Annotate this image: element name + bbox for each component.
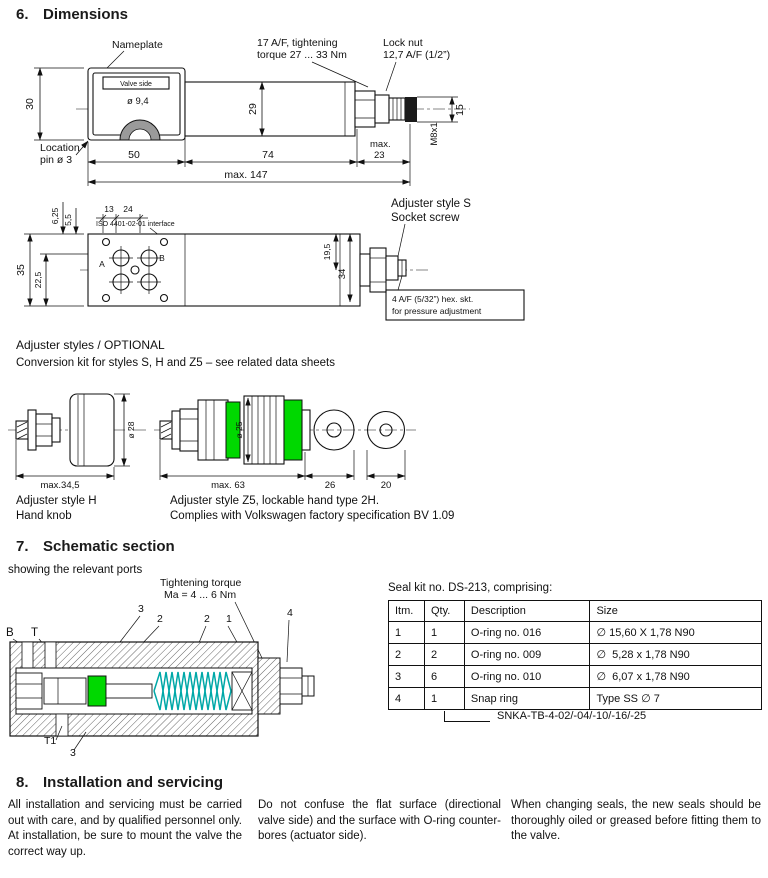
col-header-itm: Itm. <box>389 601 425 622</box>
schematic-section-drawing <box>0 574 392 770</box>
adjuster-h-caption-line1: Adjuster style H <box>16 495 97 507</box>
dim-23-label: 23 <box>374 150 385 161</box>
dim-5-5-label: 5,5 <box>63 214 73 226</box>
dim-max63-label: max. 63 <box>211 480 245 491</box>
installation-paragraph-2: Do not confuse the flat surface (directional valve side) and the surface with O-ring counter-bores (actuator side). <box>258 799 501 842</box>
col-header-size: Size <box>590 601 762 622</box>
seal-kit-footer <box>444 710 762 722</box>
lock-nut-label-1: Lock nut <box>383 37 423 49</box>
location-pin-label-1: Location <box>40 142 80 154</box>
dim-35-label: 35 <box>15 264 27 276</box>
cell-size: Type SS ∅ 7 <box>590 688 762 710</box>
spool-stem <box>106 684 152 698</box>
cell-size: ∅ 15,60 X 1,78 N90 <box>590 622 762 644</box>
table-header-row <box>389 601 762 622</box>
cell-qty: 2 <box>424 644 464 666</box>
dim-50-label: 50 <box>128 149 140 161</box>
installation-paragraph-3: When changing seals, the new seals should be thoroughly oiled or greased before fitting them to the valve. <box>511 799 761 842</box>
seal-kit-table <box>388 600 762 710</box>
section-7-number: 7. <box>16 538 29 555</box>
table-row <box>389 622 762 644</box>
table-row <box>389 644 762 666</box>
seal-element <box>88 676 106 706</box>
port-view-drawing <box>0 196 540 332</box>
hex-socket-note <box>386 276 524 320</box>
dim-28-label: ø 28 <box>126 421 136 439</box>
table-row <box>389 666 762 688</box>
seal-kit-panel <box>388 582 762 722</box>
valve-body-bottom <box>88 234 360 306</box>
schematic-port-b: B <box>6 627 14 639</box>
torque-label-2: Ma = 4 ... 6 Nm <box>164 589 237 601</box>
section-6-title: Dimensions <box>43 6 129 23</box>
valve-side-label: Valve side <box>120 81 152 88</box>
cell-itm: 4 <box>389 688 425 710</box>
green-band-right <box>284 400 302 460</box>
port-t1-channel <box>56 714 68 736</box>
cell-size: ∅ 6,07 x 1,78 N90 <box>590 666 762 688</box>
callout-2b: 2 <box>204 613 210 625</box>
section-7-title: Schematic section <box>43 538 175 555</box>
bracket-line <box>444 711 490 722</box>
dim-6-25-label: 6,25 <box>50 207 60 225</box>
dim-29-label: 29 <box>247 103 259 115</box>
callout-3a: 3 <box>138 603 144 615</box>
cell-description: O-ring no. 016 <box>464 622 590 644</box>
port-b-label: B <box>159 253 165 263</box>
section-6-heading <box>16 6 128 23</box>
adjuster-z5-caption-line2: Complies with Volkswagen factory specification BV 1.09 <box>170 510 455 522</box>
seal-kit-part-number: SNKA-TB-4-02/-04/-10/-16/-25 <box>497 710 647 722</box>
thread-end <box>405 97 417 122</box>
valve-cross-section <box>10 642 314 736</box>
adjuster-z5-caption-line1: Adjuster style Z5, lockable hand type 2H. <box>170 495 380 507</box>
dim-max34-5-label: max.34,5 <box>40 480 80 491</box>
schematic-port-t: T <box>31 627 39 639</box>
adjuster-s-label-1: Adjuster style S <box>391 198 471 210</box>
dim-13-label: 13 <box>104 204 114 214</box>
section-8-heading <box>16 774 223 791</box>
adjuster-styles-drawing <box>0 384 432 490</box>
lock-nut-label-2: 12,7 A/F (1/2”) <box>383 49 451 61</box>
adjuster-h-caption-line2: Hand knob <box>16 510 72 522</box>
cell-itm: 1 <box>389 622 425 644</box>
adjust-screw-head <box>280 668 302 704</box>
dim-25-label: ø 25 <box>234 421 244 439</box>
callout-1: 1 <box>226 613 232 625</box>
torque-label-1: Tightening torque <box>160 577 242 589</box>
seal-kit-title: Seal kit no. DS-213, comprising: <box>388 582 553 594</box>
dim-30-label: 30 <box>24 98 36 110</box>
spool <box>44 678 86 704</box>
location-pin-label-2: pin ø 3 <box>40 154 73 166</box>
lock-nut-assembly <box>355 91 417 127</box>
cell-description: Snap ring <box>464 688 590 710</box>
callout-2a: 2 <box>157 613 163 625</box>
hex-note-line2: for pressure adjustment <box>392 306 482 316</box>
cell-description: O-ring no. 010 <box>464 666 590 688</box>
dim-15-label: 15 <box>454 104 466 116</box>
dim-19-5-label: 19,5 <box>322 243 332 261</box>
dim-74-label: 74 <box>262 149 274 161</box>
hex-note-line1: 4 A/F (5/32”) hex. skt. <box>392 294 474 304</box>
callout-3b: 3 <box>70 747 76 759</box>
cell-qty: 1 <box>424 688 464 710</box>
section-8-title: Installation and servicing <box>43 774 224 791</box>
cell-qty: 6 <box>424 666 464 688</box>
cell-itm: 2 <box>389 644 425 666</box>
adjuster-z5-caption <box>170 494 454 524</box>
dim-22-5-label: 22,5 <box>33 271 43 289</box>
schematic-port-t1: T1 <box>44 735 57 747</box>
dim-26-label: 26 <box>324 480 336 491</box>
adjuster-styles-subheading: Conversion kit for styles S, H and Z5 – see related data sheets <box>16 357 335 369</box>
cell-qty: 1 <box>424 622 464 644</box>
adjuster-h-caption <box>16 494 97 524</box>
schematic-subtitle: showing the relevant ports <box>8 564 143 576</box>
table-row <box>389 688 762 710</box>
cell-description: O-ring no. 009 <box>464 644 590 666</box>
adjuster-s-label-2: Socket screw <box>391 212 460 224</box>
cell-size: ∅ 5,28 x 1,78 N90 <box>590 644 762 666</box>
installation-paragraph-1: All installation and servicing must be carried out with care, and by qualified personnel only. At installation, be sure to mount the valve the correct way up. <box>8 799 242 858</box>
adjuster-z5 <box>160 396 405 464</box>
nameplate-label: Nameplate <box>112 39 163 51</box>
section-6-number: 6. <box>16 6 29 23</box>
thread-spec-label: M8x1 <box>429 122 440 146</box>
dim-20-label: 20 <box>380 480 392 491</box>
nameplate <box>88 68 185 140</box>
section-8-number: 8. <box>16 774 29 791</box>
valve-body <box>185 82 355 136</box>
adjuster-styles-heading: Adjuster styles / OPTIONAL <box>16 338 165 352</box>
lock-nut-section <box>258 658 280 714</box>
iso-interface-label: ISO 4401-02-01 interface <box>96 221 175 228</box>
tightening-label-2: torque 27 ... 33 Nm <box>257 49 347 61</box>
dim-24-label: 24 <box>123 204 133 214</box>
dim-max147-label: max. 147 <box>224 169 268 181</box>
port-a-label: A <box>99 259 105 269</box>
dim-34-label: 34 <box>337 268 348 280</box>
dim-9-4-label: ø 9,4 <box>127 96 149 107</box>
top-dimensions <box>50 202 175 236</box>
col-header-qty: Qty. <box>424 601 464 622</box>
side-view-drawing <box>0 34 540 198</box>
callout-4: 4 <box>287 607 293 619</box>
col-header-description: Description <box>464 601 590 622</box>
adjuster-s-callout <box>391 198 471 256</box>
dim-max-label: max. <box>370 139 391 150</box>
section-7-heading <box>16 538 175 555</box>
cell-itm: 3 <box>389 666 425 688</box>
tightening-label-1: 17 A/F, tightening <box>257 37 338 49</box>
